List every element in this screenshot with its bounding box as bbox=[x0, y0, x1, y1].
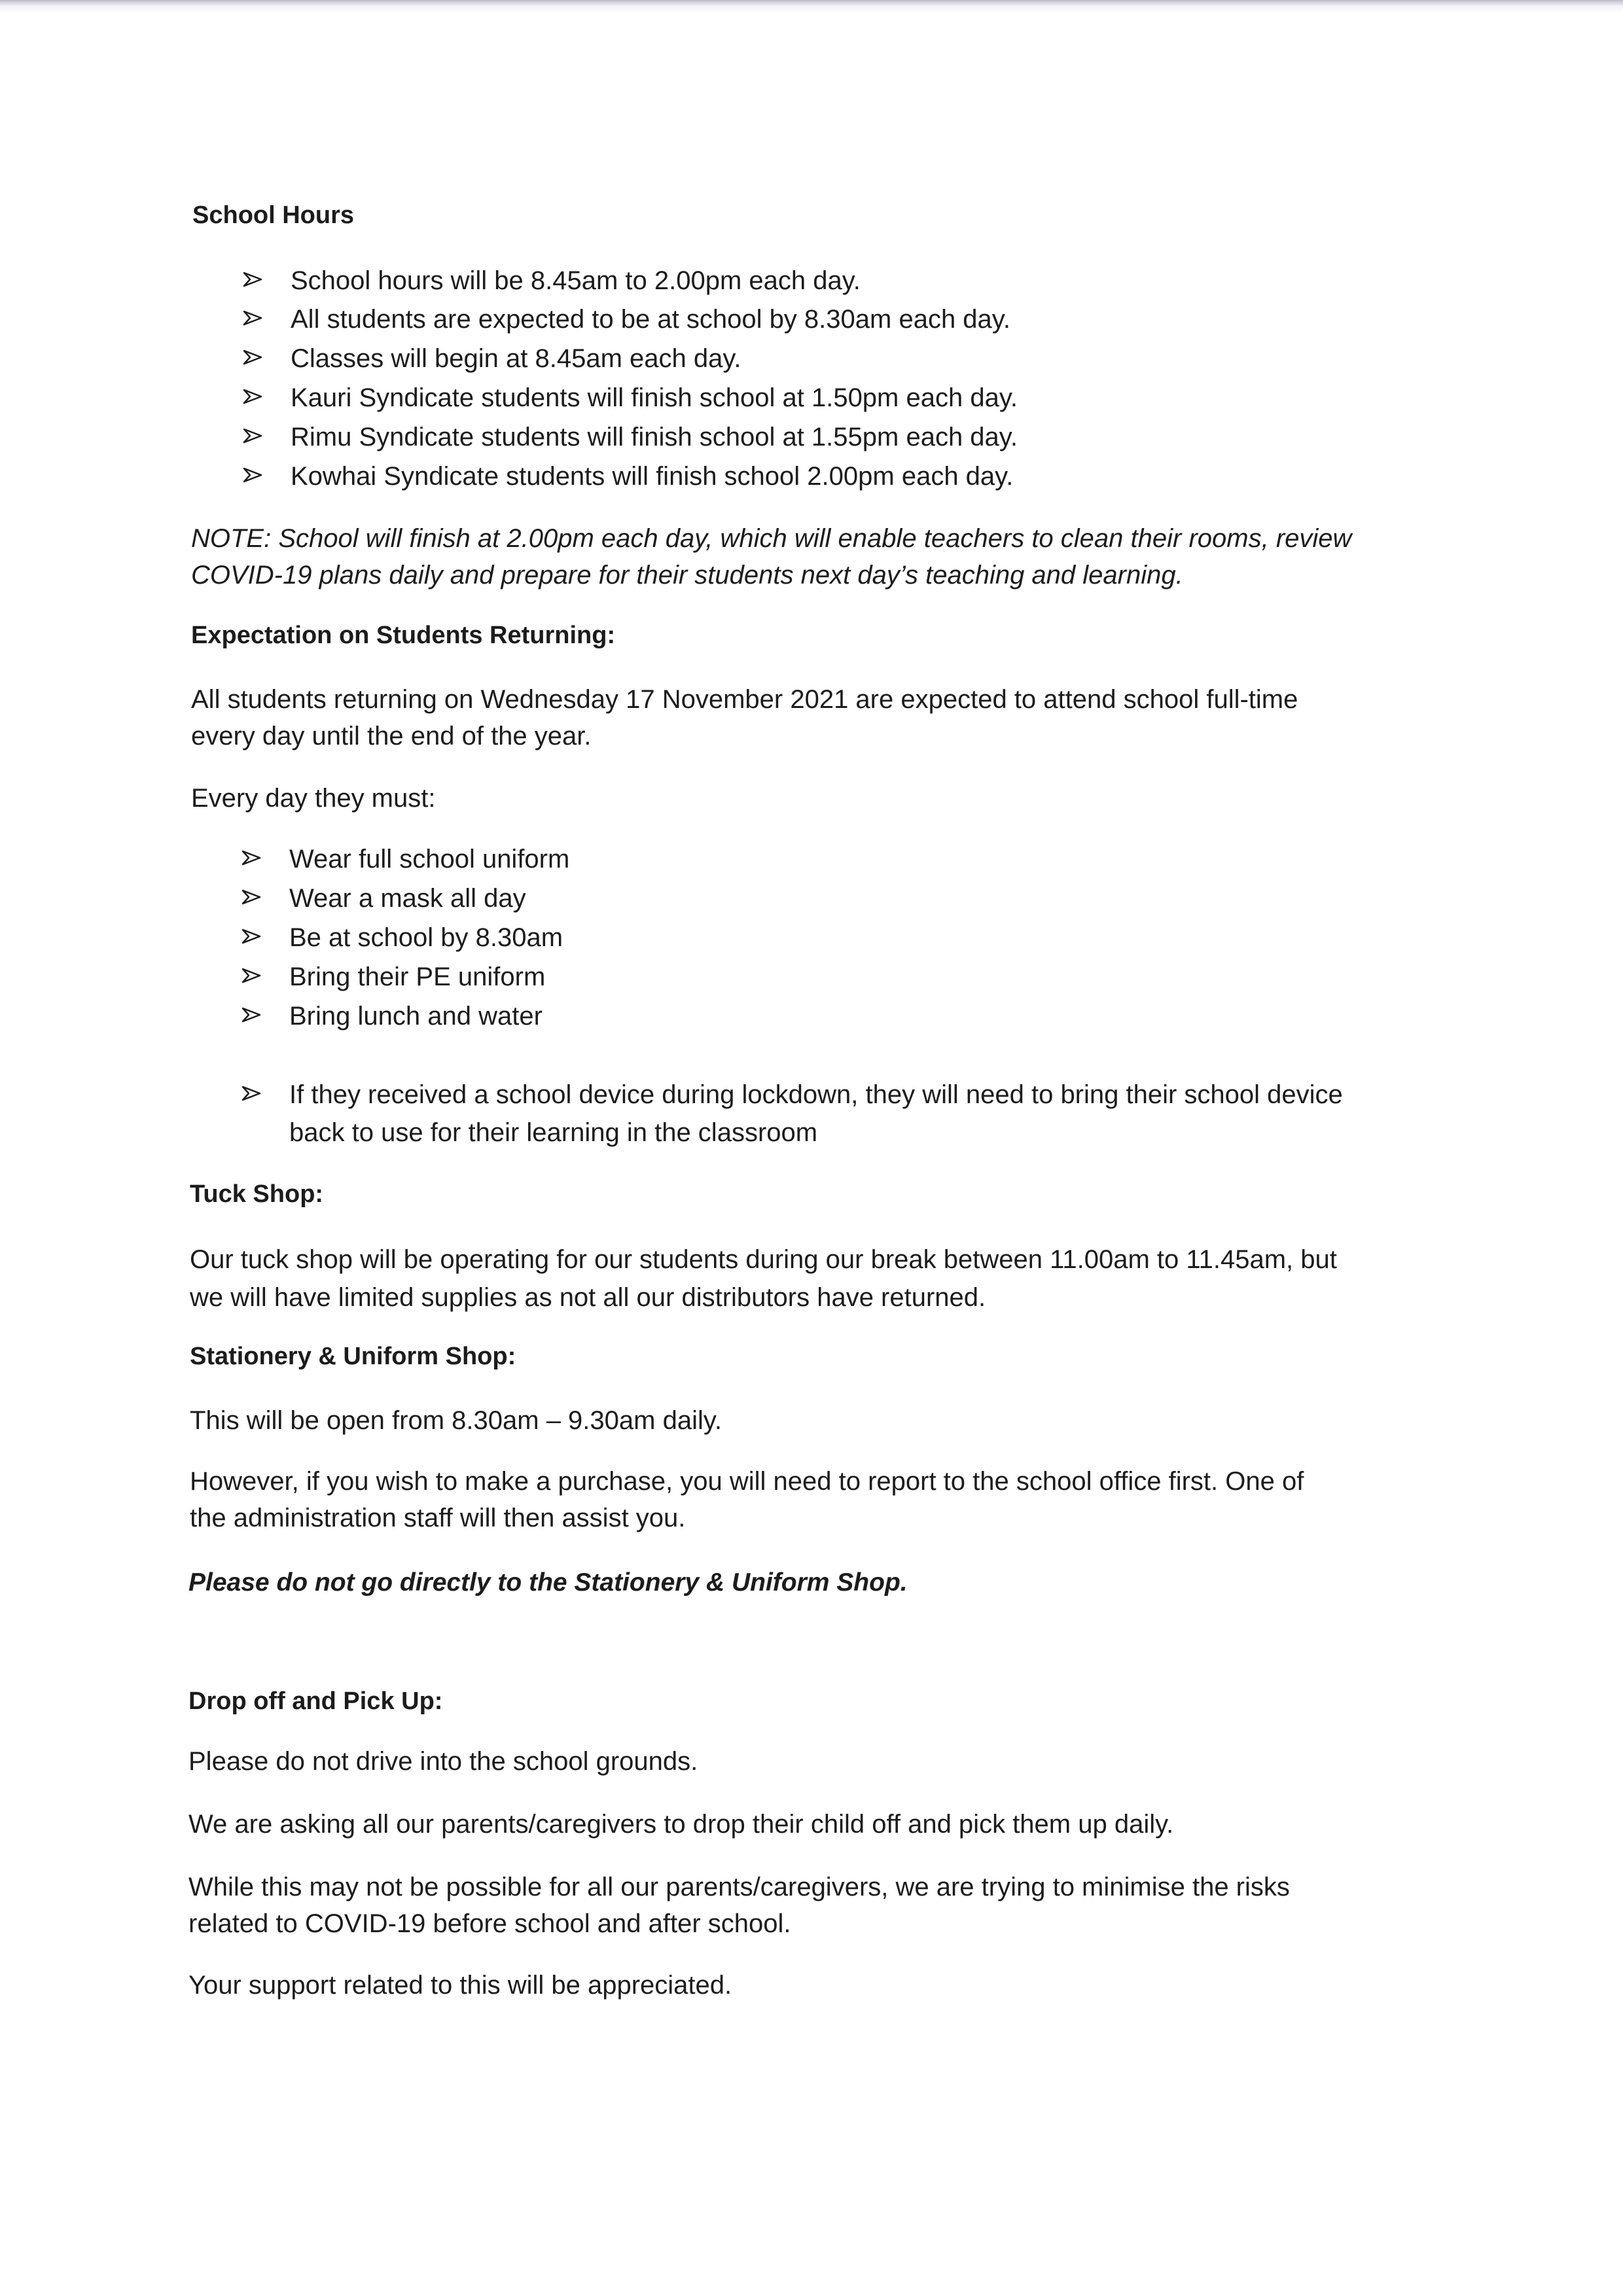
list-item: School hours will be 8.45am to 2.00pm each day. bbox=[291, 266, 861, 295]
list-item: All students are expected to be at school by 8.30am each day. bbox=[291, 305, 1010, 334]
arrowhead-bullet-icon bbox=[241, 1083, 262, 1104]
list-item: Be at school by 8.30am bbox=[289, 923, 563, 952]
heading-expectation: Expectation on Students Returning: bbox=[191, 622, 616, 649]
drop-off-closing: Your support related to this will be appreciated. bbox=[188, 1971, 732, 2000]
heading-school-hours: School Hours bbox=[192, 202, 355, 229]
drop-off-paragraph-line-1: While this may not be possible for all our parents/caregivers, we are trying to minimise the risks bbox=[188, 1873, 1290, 1901]
list-item: Classes will begin at 8.45am each day. bbox=[291, 344, 741, 373]
arrowhead-bullet-icon bbox=[241, 847, 262, 868]
arrowhead-bullet-icon bbox=[242, 347, 263, 368]
heading-stationery: Stationery & Uniform Shop: bbox=[190, 1343, 516, 1370]
arrowhead-bullet-icon bbox=[241, 965, 262, 986]
tuck-shop-line-1: Our tuck shop will be operating for our students during our break between 11.00am to 11.45am, but bbox=[190, 1245, 1337, 1274]
arrowhead-bullet-icon bbox=[242, 269, 263, 290]
device-item-line-2: back to use for their learning in the classroom bbox=[289, 1118, 818, 1147]
device-item-line-1: If they received a school device during lockdown, they will need to bring their school device bbox=[289, 1080, 1343, 1109]
arrowhead-bullet-icon bbox=[242, 465, 263, 486]
expectation-paragraph-line-1: All students returning on Wednesday 17 November 2021 are expected to attend school full-time bbox=[191, 685, 1298, 714]
list-item: Bring lunch and water bbox=[289, 1002, 543, 1031]
arrowhead-bullet-icon bbox=[241, 1004, 262, 1025]
drop-off-line-1: Please do not drive into the school grounds. bbox=[188, 1747, 698, 1776]
list-item: Kauri Syndicate students will finish school at 1.50pm each day. bbox=[291, 383, 1018, 412]
list-item: Rimu Syndicate students will finish school at 1.55pm each day. bbox=[291, 423, 1018, 451]
expectation-intro: Every day they must: bbox=[191, 784, 436, 813]
note-line-2: COVID-19 plans daily and prepare for their students next day’s teaching and learning. bbox=[191, 561, 1183, 590]
drop-off-line-2: We are asking all our parents/caregivers to drop their child off and pick them up daily. bbox=[188, 1810, 1174, 1839]
expectation-paragraph-line-2: every day until the end of the year. bbox=[191, 722, 592, 751]
arrowhead-bullet-icon bbox=[242, 425, 263, 446]
list-item: Wear a mask all day bbox=[289, 884, 526, 913]
arrowhead-bullet-icon bbox=[242, 308, 263, 328]
list-item: Bring their PE uniform bbox=[289, 963, 546, 991]
list-item: Wear full school uniform bbox=[289, 845, 570, 874]
arrowhead-bullet-icon bbox=[241, 887, 262, 908]
heading-drop-off: Drop off and Pick Up: bbox=[188, 1687, 443, 1715]
stationery-hours: This will be open from 8.30am – 9.30am daily. bbox=[190, 1406, 722, 1435]
stationery-warning: Please do not go directly to the Stationery & Uniform Shop. bbox=[188, 1568, 908, 1597]
note-line-1: NOTE: School will finish at 2.00pm each day, which will enable teachers to clean their rooms, review bbox=[191, 524, 1352, 553]
tuck-shop-line-2: we will have limited supplies as not all our distributors have returned. bbox=[190, 1283, 986, 1312]
stationery-line-1: However, if you wish to make a purchase, you will need to report to the school office first. One of bbox=[190, 1467, 1304, 1496]
stationery-line-2: the administration staff will then assist you. bbox=[190, 1504, 686, 1532]
drop-off-paragraph-line-2: related to COVID-19 before school and after school. bbox=[188, 1909, 791, 1938]
arrowhead-bullet-icon bbox=[241, 926, 262, 947]
list-item: Kowhai Syndicate students will finish school 2.00pm each day. bbox=[291, 462, 1014, 491]
arrowhead-bullet-icon bbox=[242, 386, 263, 407]
heading-tuck-shop: Tuck Shop: bbox=[190, 1180, 324, 1208]
